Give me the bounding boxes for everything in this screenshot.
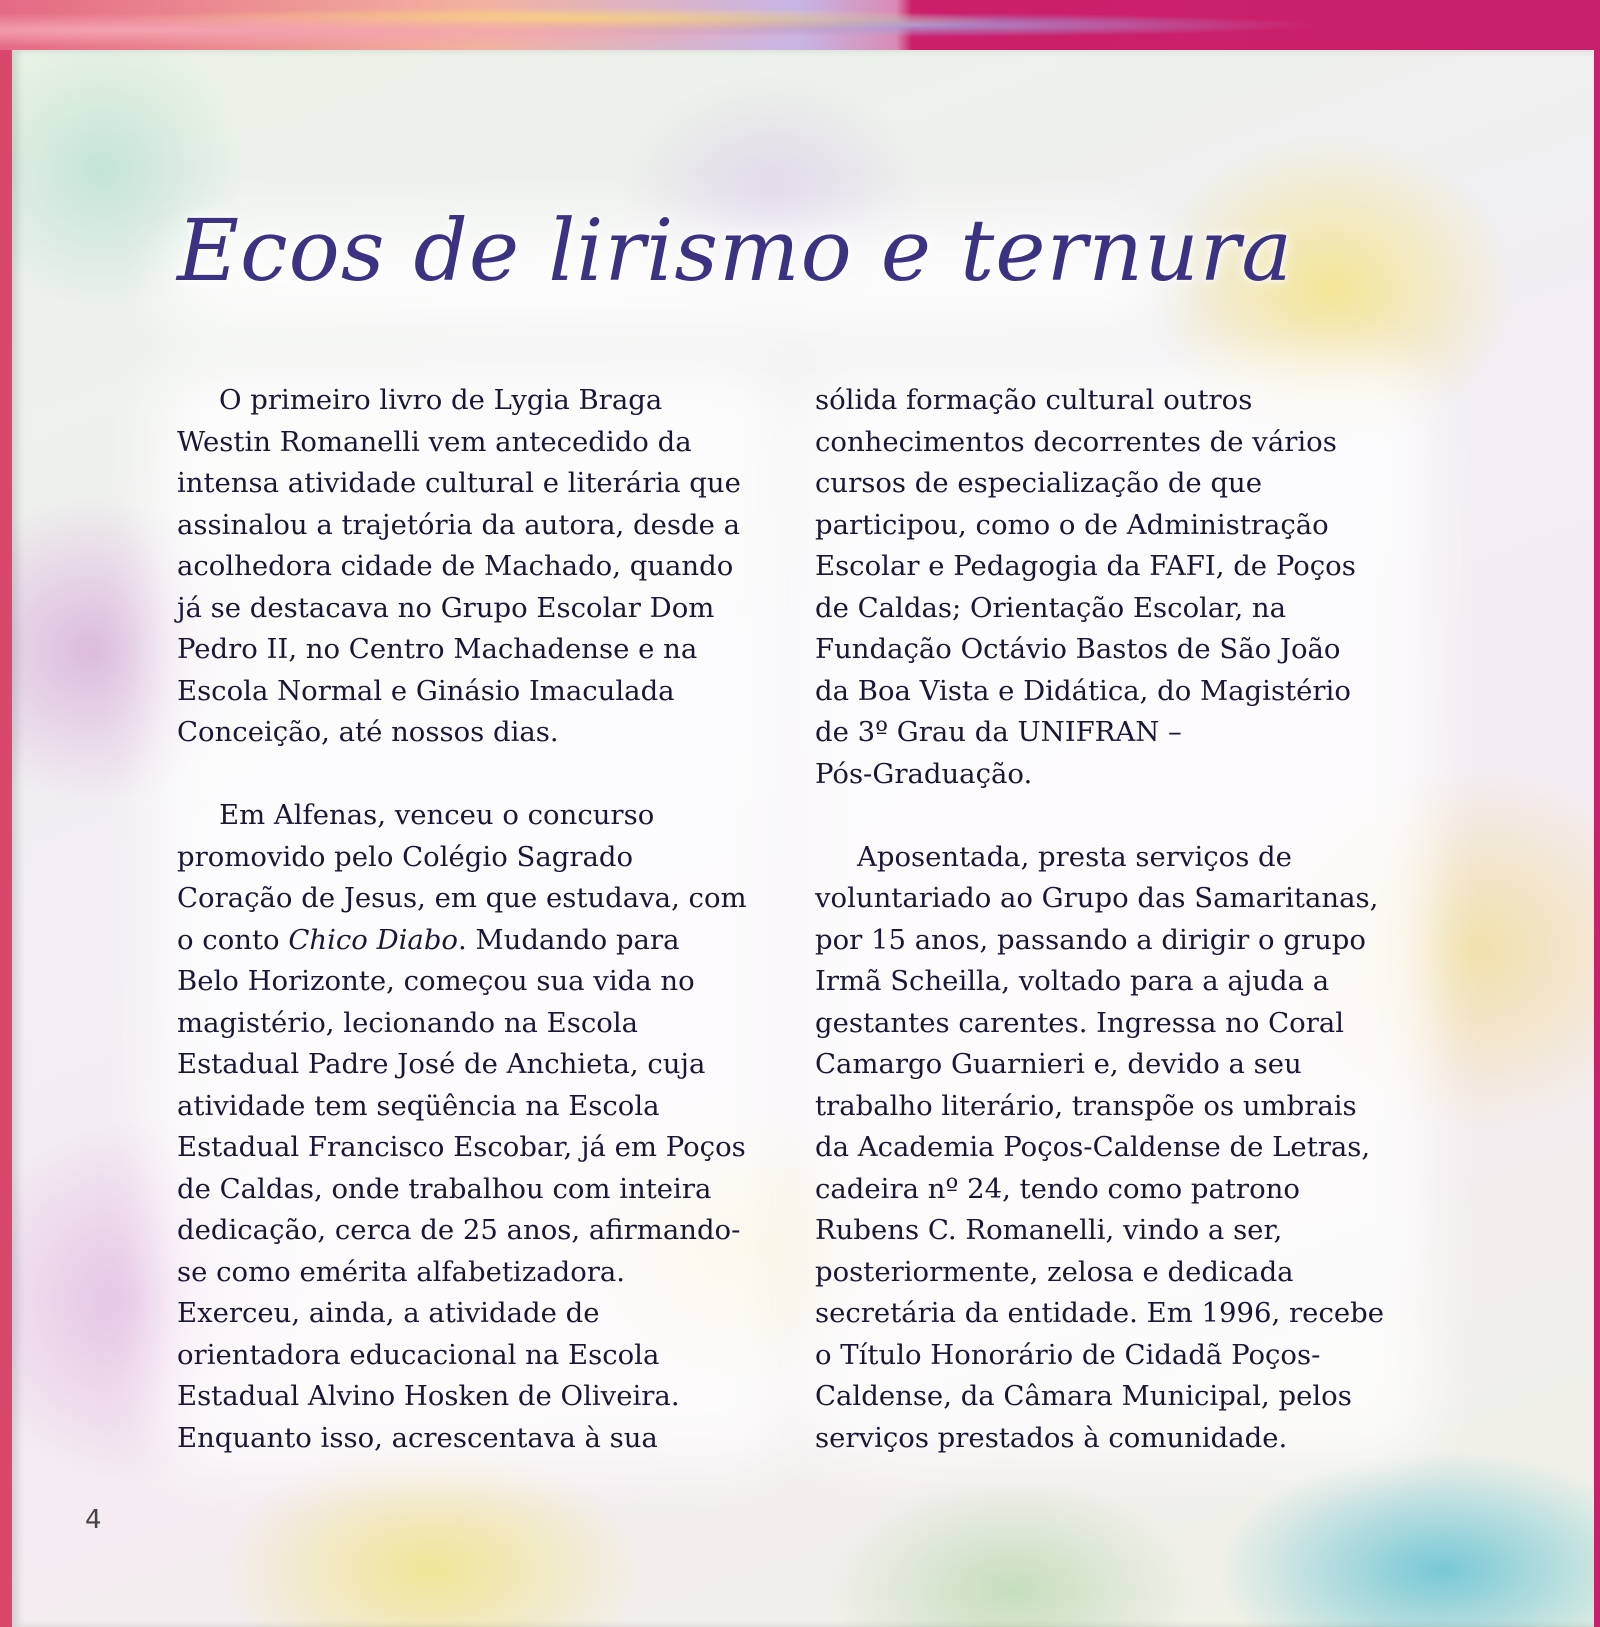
paragraph-4: [815, 837, 1395, 1460]
text-line: posteriormente, zelosa e dedicada: [815, 1255, 1294, 1288]
text-line: Escola Normal e Ginásio Imaculada: [177, 674, 675, 707]
text-line: Fundação Octávio Bastos de São João: [815, 633, 1341, 665]
page-title: Ecos de lirismo e ternura: [177, 202, 1294, 301]
text-line: o Título Honorário de Cidadã Poços-: [815, 1338, 1321, 1371]
text-line: Pós-Graduação.: [815, 757, 1033, 790]
text-line: Irmã Scheilla, voltado para a ajuda a: [815, 965, 1330, 997]
text-line: magistério, lecionando na Escola: [177, 1006, 639, 1039]
text-line: Westin Romanelli vem antecedido da: [177, 425, 692, 458]
text-line: Escolar e Pedagogia da FAFI, de Poços: [815, 550, 1356, 582]
text-line: por 15 anos, passando a dirigir o grupo: [815, 923, 1366, 956]
text-line: Enquanto isso, acrescentava à sua: [177, 1421, 658, 1454]
text-run: o conto: [177, 923, 289, 956]
text-line: orientadora educacional na Escola: [177, 1338, 660, 1371]
text-line: Estadual Alvino Hosken de Oliveira.: [177, 1380, 680, 1412]
right-column: [815, 380, 1395, 1459]
text-line: participou, como o de Administração: [815, 508, 1329, 541]
text-line: atividade tem seqüência na Escola: [177, 1089, 660, 1122]
text-line: Estadual Francisco Escobar, já em Poços: [177, 1131, 746, 1163]
text-line: Em Alfenas, venceu o concurso: [219, 799, 655, 831]
text-line: Camargo Guarnieri e, devido a seu: [815, 1048, 1302, 1080]
text-line: de Caldas; Orientação Escolar, na: [815, 591, 1287, 624]
text-line: gestantes carentes. Ingressa no Coral: [815, 1006, 1345, 1039]
text-line: voluntariado ao Grupo das Samaritanas,: [815, 882, 1379, 914]
text-line: [177, 920, 757, 962]
text-line: promovido pelo Colégio Sagrado: [177, 840, 634, 873]
text-line: sólida formação cultural outros: [815, 384, 1253, 416]
text-line: secretária da entidade. Em 1996, recebe: [815, 1297, 1385, 1329]
page-number: 4: [85, 1505, 102, 1535]
text-line: conhecimentos decorrentes de vários: [815, 425, 1337, 458]
paragraph-gap: [815, 795, 1395, 837]
text-line: cursos de especialização de que: [815, 467, 1263, 499]
book-page: [12, 50, 1594, 1627]
text-line: dedicação, cerca de 25 anos, afirmando-: [177, 1214, 741, 1246]
text-line: já se destacava no Grupo Escolar Dom: [177, 591, 715, 624]
text-line: Estadual Padre José de Anchieta, cuja: [177, 1048, 706, 1080]
paragraph-1: [177, 380, 757, 754]
text-line: cadeira nº 24, tendo como patrono: [815, 1172, 1300, 1205]
text-line: O primeiro livro de Lygia Braga: [219, 384, 663, 416]
text-line: Coração de Jesus, em que estudava, com: [177, 882, 747, 914]
text-run: . Mudando para: [457, 923, 680, 956]
text-line: serviços prestados à comunidade.: [815, 1421, 1288, 1454]
paragraph-gap: [177, 754, 757, 796]
left-column: [177, 380, 757, 1459]
text-line: acolhedora cidade de Machado, quando: [177, 550, 734, 582]
paragraph-3: [815, 380, 1395, 795]
text-line: de 3º Grau da UNIFRAN –: [815, 716, 1182, 748]
text-line: Rubens C. Romanelli, vindo a ser,: [815, 1214, 1283, 1246]
text-line: Conceição, até nossos dias.: [177, 716, 559, 748]
text-line: trabalho literário, transpõe os umbrais: [815, 1089, 1357, 1122]
text-line: Exerceu, ainda, a atividade de: [177, 1297, 600, 1329]
text-line: Aposentada, presta serviços de: [857, 840, 1292, 873]
text-line: de Caldas, onde trabalhou com inteira: [177, 1172, 712, 1205]
text-line: assinalou a trajetória da autora, desde a: [177, 508, 741, 541]
facing-page-edge: [0, 0, 1600, 50]
text-line: Belo Horizonte, começou sua vida no: [177, 965, 695, 997]
text-line: Pedro II, no Centro Machadense e na: [177, 633, 698, 665]
paragraph-2: [177, 795, 757, 1459]
text-line: da Boa Vista e Didática, do Magistério: [815, 674, 1351, 707]
text-line: intensa atividade cultural e literária que: [177, 467, 741, 499]
text-line: da Academia Poços-Caldense de Letras,: [815, 1131, 1371, 1163]
story-title: Chico Diabo: [288, 923, 458, 956]
text-line: Caldense, da Câmara Municipal, pelos: [815, 1380, 1352, 1412]
text-line: se como emérita alfabetizadora.: [177, 1255, 626, 1288]
